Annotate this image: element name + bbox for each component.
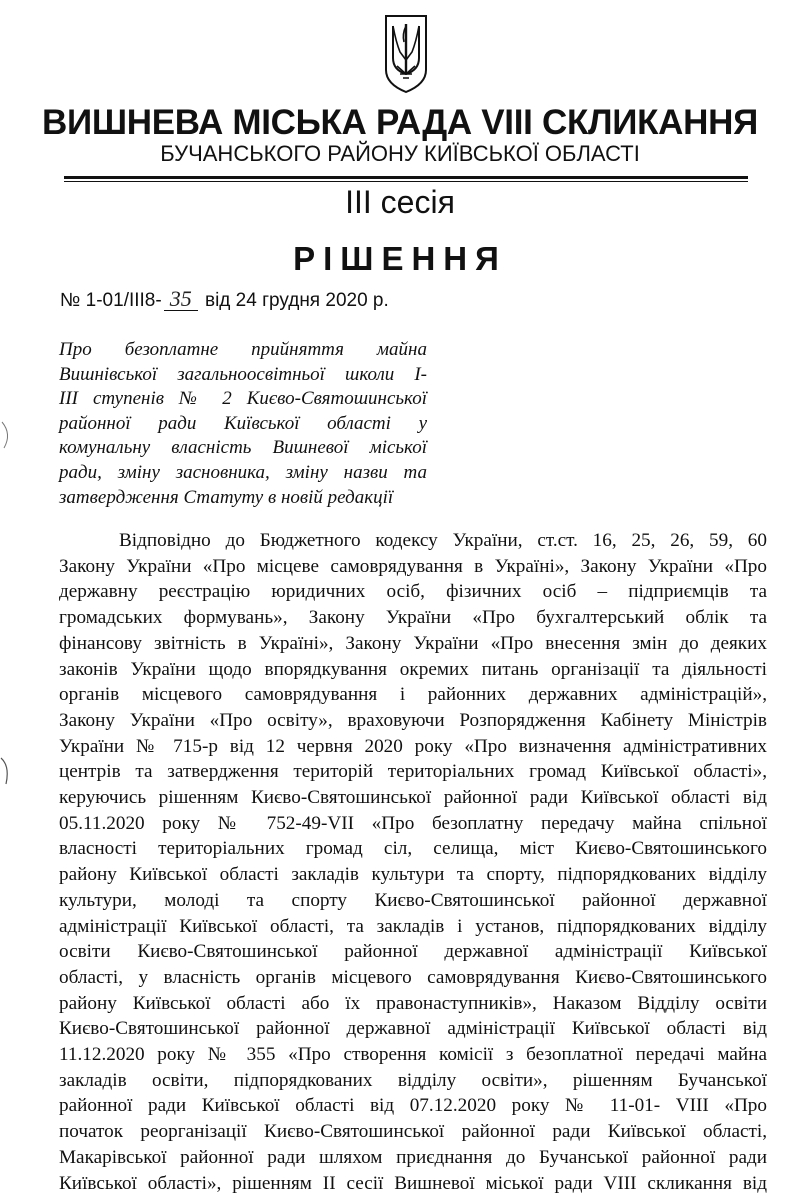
body-line: закладів освіти, підпорядкованих відділу освіти», рішенням Бучанської [59,1069,767,1091]
subject-line: районної ради Київської області у [59,412,427,434]
council-name: ВИШНЕВА МІСЬКА РАДА VIII СКЛИКАННЯ [42,103,758,142]
body-line: власності територіальних громад сіл, селища, міст Києво-Святошинського [59,838,767,860]
header-divider-thick [64,176,748,179]
district-name: БУЧАНСЬКОГО РАЙОНУ КИЇВСЬКОЇ ОБЛАСТІ [160,141,640,166]
body-line: Закону України «Про місцеве самоврядування в Україні», Закону України «Про [59,555,767,577]
body-line: культури, молоді та спорту Києво-Святошинської районної державної [59,889,767,911]
decision-subject [59,338,427,510]
decision-number-prefix: № 1-01/ІІІ8- [60,290,162,311]
body-line: центрів та затвердження територій територіальних громад Київської області», [59,761,767,783]
body-line: Київської області», рішенням ІІ сесії Вишневої міської ради VIII скликання від [59,1172,767,1194]
body-line: 05.11.2020 року № 752-49-VII «Про безоплатну передачу майна спільної [59,812,767,834]
trident-coat-of-arms-icon [382,12,430,94]
decision-title: РІШЕННЯ [293,240,507,277]
body-line: фінансову звітність в Україні», Закону України «Про внесення змін до деяких [59,632,767,654]
body-line: адміністрації Київської області, та закладів і установ, підпорядкованих відділу [59,915,767,937]
body-line: області, у власність органів місцевого самоврядування Києво-Святошинського [59,966,767,988]
scan-edge-mark [0,756,14,786]
subject-line: затвердження Статуту в новій редакції [59,486,394,508]
body-line: громадських формувань», Закону України «Про бухгалтерський облік та [59,607,767,629]
handwritten-number: 35 [164,288,198,311]
body-line: району Київської області закладів культури та спорту, підпорядкованих відділу [59,864,767,886]
decision-body [59,528,767,1196]
body-line: районної ради Київської області від 07.12.2020 року № 11-01- VIII «Про [59,1095,767,1117]
body-line: Відповідно до Бюджетного кодексу України, ст.ст. 16, 25, 26, 59, 60 [119,530,767,551]
body-line: законів України щодо впорядкування окремих питань організації та діяльності [59,658,767,680]
body-line: Києво-Святошинської районної державної адміністрації Київської області від [59,1018,767,1040]
body-line: Макарівської районної ради шляхом приєднання до Бучанської районної ради [59,1146,767,1168]
body-line: керуючись рішенням Києво-Святошинської районної ради Київської області від [59,787,767,809]
body-line: 11.12.2020 року № 355 «Про створення комісії з безоплатної передачі майна [59,1044,767,1066]
decision-date: від 24 грудня 2020 р. [204,290,389,311]
subject-line: Вишнівської загальноосвітньої школи І- [59,363,427,385]
body-line: району Київської області або їх правонаступників», Наказом Відділу освіти [59,992,767,1014]
body-line: державну реєстрацію юридичних осіб, фізичних осіб – підприємців та [59,581,767,603]
scan-edge-mark [0,420,14,450]
body-line: органів місцевого самоврядування і районних державних адміністрацій», [59,684,767,706]
session-title: ІІІ сесія [345,184,455,220]
body-line: початок реорганізації Києво-Святошинської районної ради Київської області, [59,1121,767,1143]
body-line: освіти Києво-Святошинської районної державної адміністрації Київської [59,941,767,963]
subject-line: Про безоплатне прийняття майна [59,339,427,360]
body-line: України № 715-р від 12 червня 2020 року «Про визначення адміністративних [59,735,767,757]
subject-line: комунальну власність Вишневої міської [59,437,427,459]
decision-number [60,288,389,314]
subject-line: ІІІ ступенів № 2 Києво-Святошинської [59,388,427,410]
subject-line: ради, зміну засновника, зміну назви та [59,461,427,483]
body-line: Закону України «Про освіту», враховуючи Розпорядження Кабінету Міністрів [59,709,767,731]
